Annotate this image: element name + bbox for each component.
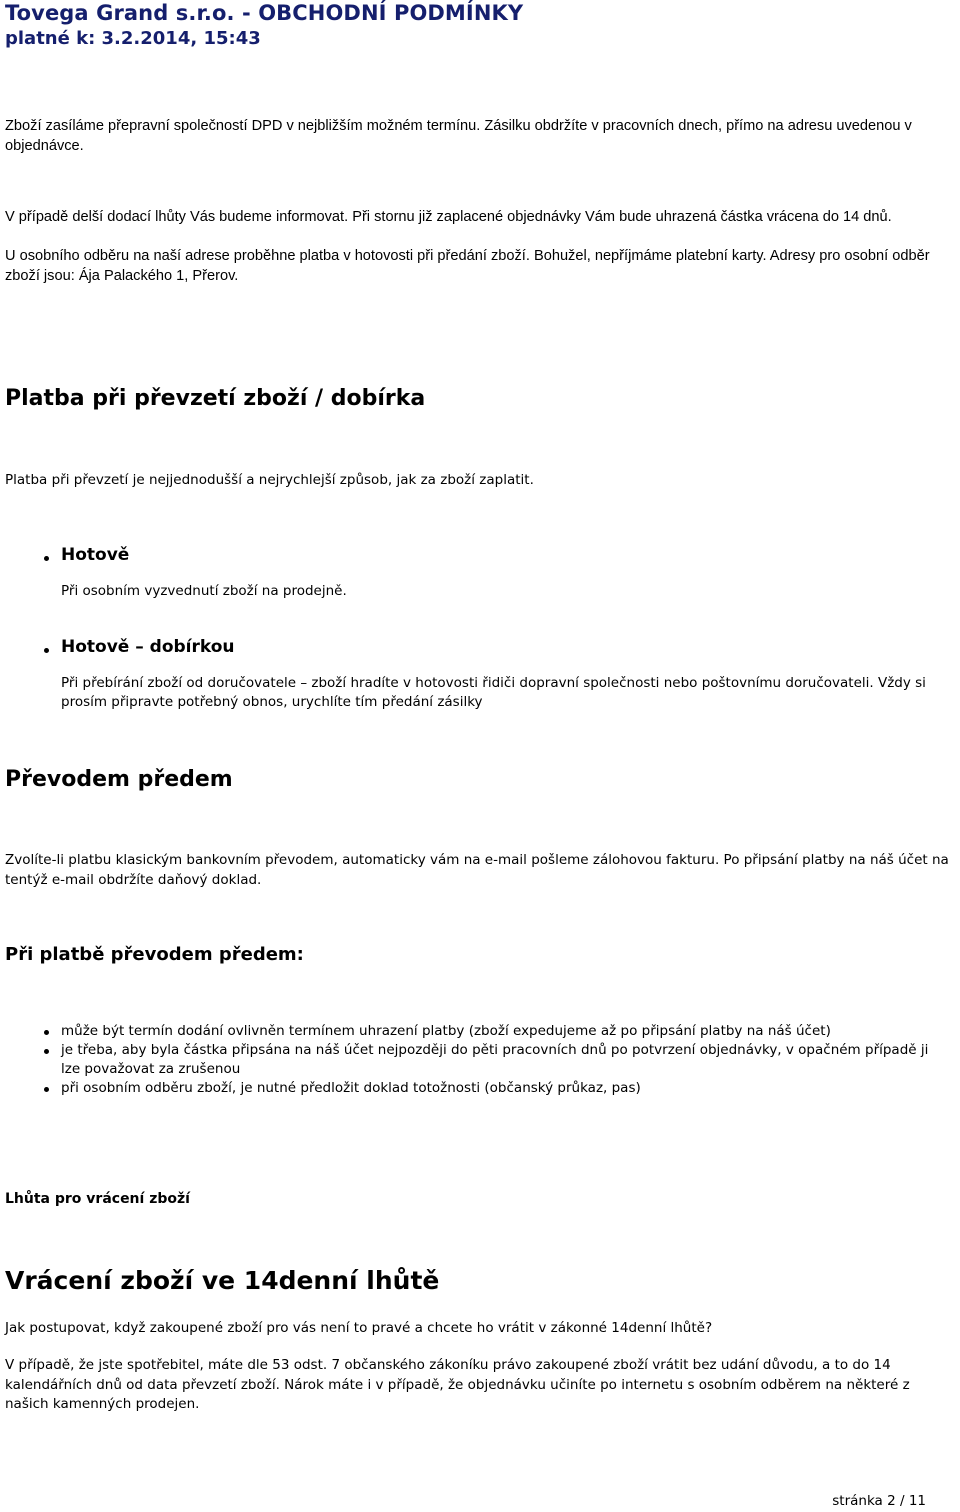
delivery-paragraph-3: U osobního odběru na naší adrese proběhne platba v hotovosti při předání zboží. Bohužel, nepříjmáme platební karty. Adresy pro osobní odběr zboží jsou: Ája Palackého 1, Přerov. <box>5 248 930 284</box>
transfer-bullet-1: může být termín dodání ovlivněn termínem uhrazení platby (zboží expedujeme až po připsání platby na náš účet) <box>61 1023 831 1039</box>
cod-item-cod-text: Při přebírání zboží od doručovatele – zboží hradíte v hotovosti řidiči dopravní společnosti nebo poštovnímu doručovateli. Vždy si prosím připravte potřebný obnos, urychlíte tím předání zásilky <box>61 675 926 710</box>
document-title: Tovega Grand s.r.o. - OBCHODNÍ PODMÍNKY <box>5 1 524 25</box>
returns-heading: Vrácení zboží ve 14denní lhůtě <box>5 1266 440 1295</box>
returns-text: V případě, že jste spotřebitel, máte dle 53 odst. 7 občanského zákoníku právo zakoupené zboží vrátit bez udání důvodu, a to do 14 kalendářních dnů od data převzetí zboží. Nárok máte i v případě, že objednávku učiníte po internetu s osobním odběrem na některé z našich kamenných prodejen. <box>5 1357 910 1412</box>
cod-intro: Platba při převzetí je nejjednodušší a nejrychlejší způsob, jak za zboží zaplatit. <box>5 472 534 488</box>
delivery-paragraph-2: V případě delší dodací lhůty Vás budeme informovat. Při stornu již zaplacené objednávky Vám bude uhrazená částka vrácena do 14 dnů. <box>5 209 892 225</box>
transfer-subheading: Při platbě převodem předem: <box>5 944 304 965</box>
transfer-heading: Převodem předem <box>5 767 233 792</box>
returns-question: Jak postupovat, když zakoupené zboží pro vás není to pravé a chcete ho vrátit v zákonné 14denní lhůtě? <box>5 1320 713 1336</box>
cod-item-cash-title: Hotově <box>61 545 130 565</box>
bullet-icon <box>44 1087 49 1092</box>
transfer-bullet-3: při osobním odběru zboží, je nutné předložit doklad totožnosti (občanský průkaz, pas) <box>61 1080 641 1096</box>
bullet-icon <box>44 648 49 653</box>
document-valid-date: platné k: 3.2.2014, 15:43 <box>5 28 261 49</box>
delivery-paragraph-1: Zboží zasíláme přepravní společností DPD v nejbližším možném termínu. Zásilku obdržíte v pracovních dnech, přímo na adresu uvedenou v objednávce. <box>5 118 912 154</box>
transfer-text: Zvolíte-li platbu klasickým bankovním převodem, automaticky vám na e-mail pošleme zálohovou fakturu. Po připsání platby na náš účet na tentýž e-mail obdržíte daňový doklad. <box>5 852 949 888</box>
cod-item-cash-text: Při osobním vyzvednutí zboží na prodejně. <box>61 583 347 599</box>
bullet-icon <box>44 1049 49 1054</box>
page-number: stránka 2 / 11 <box>832 1493 926 1509</box>
bullet-icon <box>44 556 49 561</box>
transfer-bullet-2: je třeba, aby byla částka připsána na náš účet nejpozději do pěti pracovních dnů po potvrzení objednávky, v opačném případě ji lze považovat za zrušenou <box>61 1042 929 1077</box>
returns-label: Lhůta pro vrácení zboží <box>5 1191 190 1207</box>
bullet-icon <box>44 1030 49 1035</box>
cod-item-cod-title: Hotově – dobírkou <box>61 637 235 657</box>
cod-heading: Platba při převzetí zboží / dobírka <box>5 386 426 411</box>
